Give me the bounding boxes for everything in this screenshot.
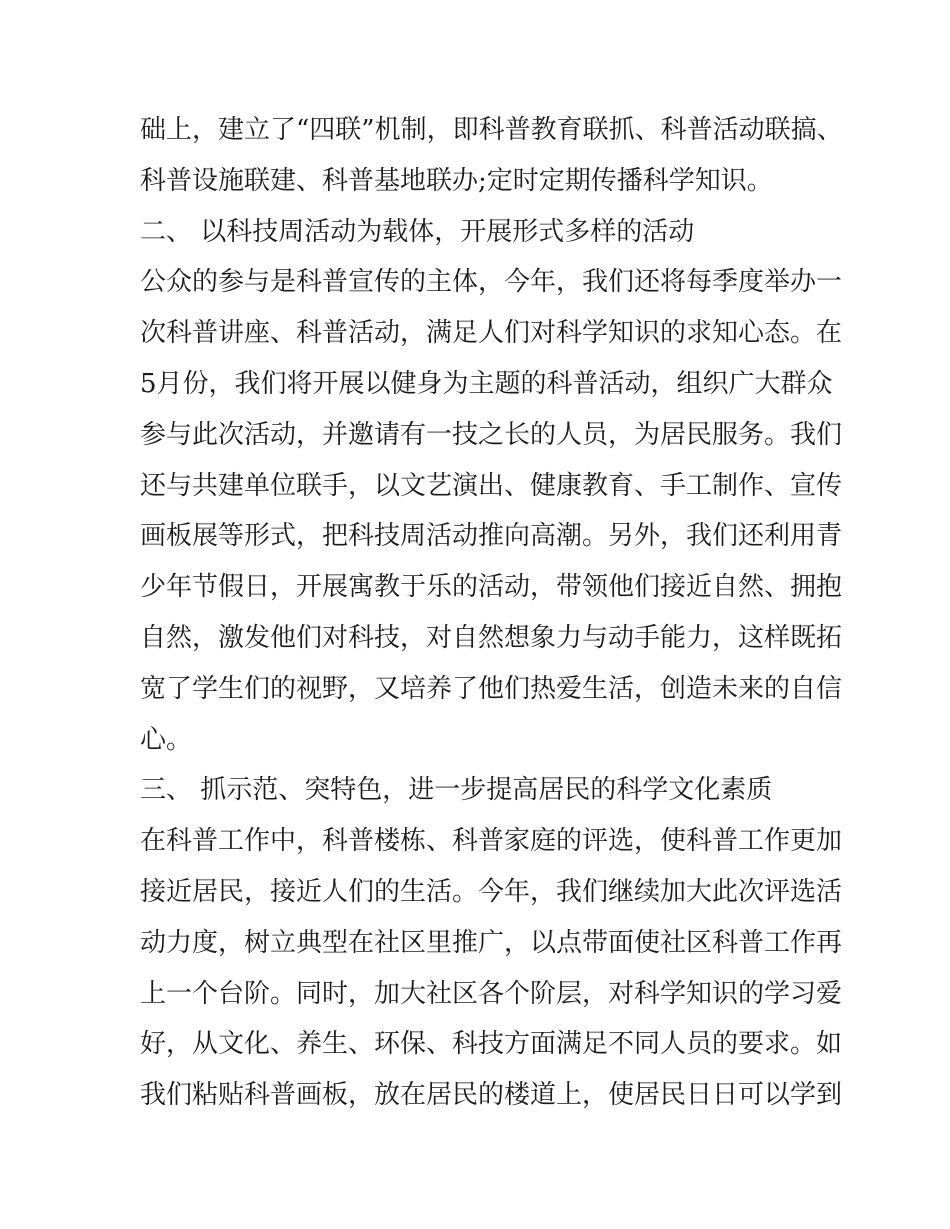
document-body [140, 105, 843, 1121]
text-line: 心。 [140, 724, 193, 755]
text-line: 画板展等形式，把科技周活动推向高潮。另外，我们还利用青 [140, 521, 843, 552]
text-line: 接近居民，接近人们的生活。今年，我们继续加大此次评选活 [140, 876, 843, 907]
text-line: 还与共建单位联手，以文艺演出、健康教育、手工制作、宣传 [140, 470, 843, 501]
section-heading-3: 三、 抓示范、突特色，进一步提高居民的科学文化素质 [140, 775, 773, 806]
text-line: 参与此次活动，并邀请有一技之长的人员，为居民服务。我们 [140, 419, 843, 450]
text-line: 础上，建立了“四联”机制，即科普教育联抓、科普活动联搞、 [140, 115, 843, 145]
section-heading-2: 二、 以科技周活动为载体，开展形式多样的活动 [140, 216, 695, 247]
text-line: 次科普讲座、科普活动，满足人们对科学知识的求知心态。在 [140, 318, 843, 349]
text-line: 动力度，树立典型在社区里推广，以点带面使社区科普工作再 [140, 927, 843, 958]
text-line: 公众的参与是科普宣传的主体，今年，我们还将每季度举办一 [140, 267, 843, 298]
text-line: 在科普工作中，科普楼栋、科普家庭的评选，使科普工作更加 [140, 826, 843, 857]
text-line: 自然，激发他们对科技，对自然想象力与动手能力，这样既拓 [140, 622, 843, 653]
text-line: 好，从文化、养生、环保、科技方面满足不同人员的要求。如 [140, 1029, 843, 1060]
text-line: 宽了学生们的视野，又培养了他们热爱生活，创造未来的自信 [140, 673, 843, 704]
text-line: 上一个台阶。同时，加大社区各个阶层，对科学知识的学习爱 [140, 978, 843, 1009]
text-line: 少年节假日，开展寓教于乐的活动，带领他们接近自然、拥抱 [140, 572, 843, 603]
text-line: 5月份，我们将开展以健身为主题的科普活动，组织广大群众 [140, 368, 833, 399]
text-line: 我们粘贴科普画板，放在居民的楼道上，使居民日日可以学到 [140, 1080, 843, 1111]
text-line: 科普设施联建、科普基地联办;定时定期传播科学知识。 [140, 165, 773, 196]
